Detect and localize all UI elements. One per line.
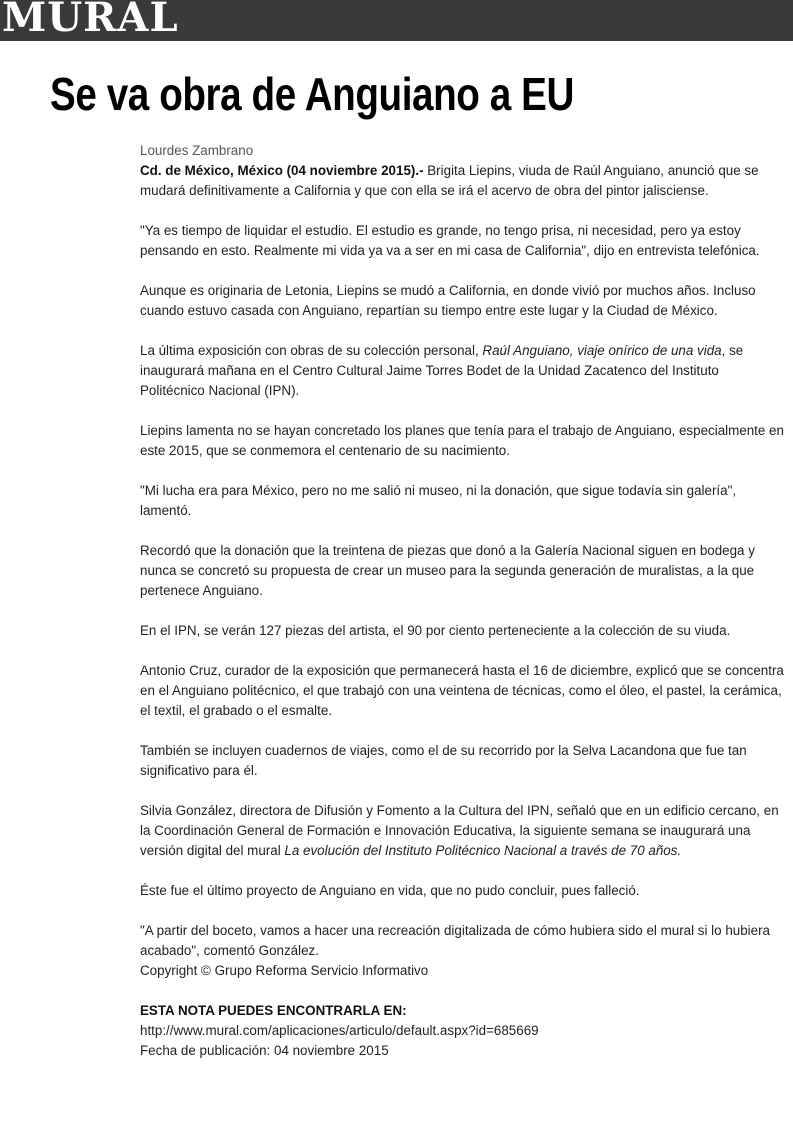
article-paragraph-11 — [140, 801, 785, 861]
article-paragraph-9: Antonio Cruz, curador de la exposición que permanecerá hasta el 16 de diciembre, explicó que se concentra en el Anguiano politécnico, el que trabajó con una veintena de técnicas, como el óleo, el pastel, la cerámica, el textil, el grabado o el esmalte. — [140, 663, 784, 718]
article-paragraph-12: Éste fue el último proyecto de Anguiano en vida, que no pudo concluir, pues falleció. — [140, 883, 640, 898]
article-paragraph-10: También se incluyen cuadernos de viajes, como el de su recorrido por la Selva Lacandona que fue tan significativo para él. — [140, 743, 747, 778]
article-paragraph-3: Aunque es originaria de Letonia, Liepins se mudó a California, en donde vivió por muchos años. Incluso cuando estuvo casada con Anguiano, repartían su tiempo entre este lugar y la Ciudad de México. — [140, 283, 756, 318]
article-paragraph-4 — [140, 341, 785, 401]
paragraph-4-text-start: La última exposición con obras de su colección personal, — [140, 343, 483, 358]
article-paragraph-1 — [140, 161, 785, 201]
article-author: Lourdes Zambrano — [140, 143, 254, 158]
article-dateline: Cd. de México, México (04 noviembre 2015).- — [140, 163, 424, 178]
article-headline: Se va obra de Anguiano a EU — [50, 68, 575, 120]
source-heading: ESTA NOTA PUEDES ENCONTRARLA EN: — [140, 1003, 407, 1018]
mural-logo[interactable]: MURAL — [2, 0, 179, 41]
paragraph-1-text: Brigita Liepins, viuda de Raúl Anguiano, anunció que se mudará definitivamente a California y que con ella se irá el acervo de obra del pintor jalisciense. — [140, 163, 759, 198]
article-paragraph-6: "Mi lucha era para México, pero no me salió ni museo, ni la donación, que sigue todavía sin galería", lamentó. — [140, 483, 737, 518]
article-paragraph-8: En el IPN, se verán 127 piezas del artista, el 90 por ciento perteneciente a la colección de su viuda. — [140, 623, 731, 638]
masthead-bar — [0, 0, 793, 41]
article-body — [140, 141, 785, 1061]
source-url-link[interactable]: http://www.mural.com/aplicaciones/articulo/default.aspx?id=685669 — [140, 1023, 539, 1038]
article-paragraph-7: Recordó que la donación que la treintena de piezas que donó a la Galería Nacional siguen en bodega y nunca se concretó su propuesta de crear un museo para la segunda generación de muralistas, a la que pertenece Anguiano. — [140, 543, 755, 598]
article-paragraph-5: Liepins lamenta no se hayan concretado los planes que tenía para el trabajo de Anguiano, especialmente en este 2015, que se conmemora el centenario de su nacimiento. — [140, 423, 784, 458]
publication-date: Fecha de publicación: 04 noviembre 2015 — [140, 1043, 389, 1058]
paragraph-11-text: Silvia González, directora de Difusión y Fomento a la Cultura del IPN, señaló que en un edificio cercano, en la Coordinación General de Formación e Innovación Educativa, la siguiente semana se inaugurará una versión digital del mural — [140, 803, 779, 858]
copyright-notice: Copyright © Grupo Reforma Servicio Informativo — [140, 963, 429, 978]
article-paragraph-2: "Ya es tiempo de liquidar el estudio. El estudio es grande, no tengo prisa, ni necesidad, pero ya estoy pensando en esto. Realmente mi vida ya va a ser en mi casa de California", dijo en entrevista telefónica. — [140, 223, 760, 258]
paragraph-4-text-end: , se inaugurará mañana en el Centro Cultural Jaime Torres Bodet de la Unidad Zacatenco del Instituto Politécnico Nacional (IPN). — [140, 343, 744, 398]
exhibition-title: Raúl Anguiano, viaje onírico de una vida — [482, 343, 722, 358]
article-paragraph-13: "A partir del boceto, vamos a hacer una recreación digitalizada de cómo hubiera sido el mural si lo hubiera acabado", comentó González. — [140, 923, 771, 958]
mural-title: La evolución del Instituto Politécnico Nacional a través de 70 años. — [284, 843, 682, 858]
